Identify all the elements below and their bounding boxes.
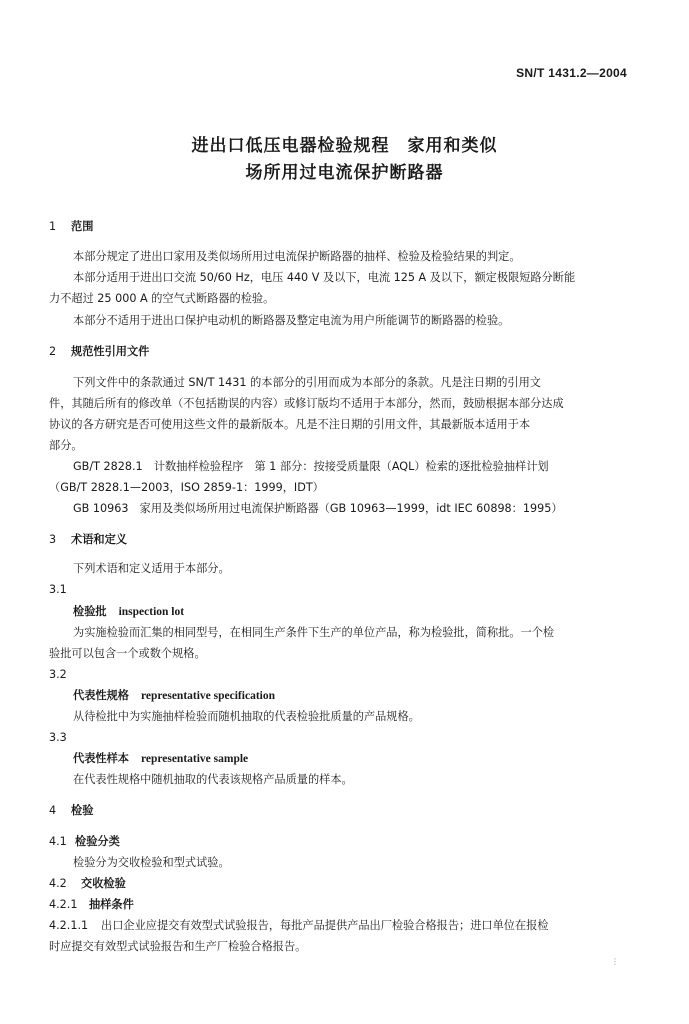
term-number: 3.2 bbox=[49, 668, 67, 681]
scan-mark: ⋮ bbox=[611, 957, 619, 966]
title-part-b: 家用和类似 bbox=[407, 136, 498, 156]
section-title: 术语和定义 bbox=[71, 533, 127, 546]
term-entry bbox=[73, 604, 184, 620]
term-chinese: 检验批 bbox=[73, 605, 107, 618]
section-heading-2 bbox=[49, 344, 149, 360]
paragraph-continuation: 件，其随后所有的修改单（不包括勘误的内容）或修订版均不适用于本部分，然而，鼓励根据本部分达成 bbox=[49, 397, 564, 410]
section-heading-4 bbox=[49, 803, 93, 819]
term-number: 3.3 bbox=[49, 731, 67, 744]
normative-reference: GB 10963 家用及类似场所用过电流保护断路器（GB 10963—1999，idt IEC 60898：1995） bbox=[73, 502, 563, 515]
normative-reference: GB/T 2828.1 计数抽样检验程序 第 1 部分：按接受质量限（AQL）检索的逐批检验抽样计划 bbox=[73, 460, 549, 473]
paragraph: 本部分不适用于进出口保护电动机的断路器及整定电流为用户所能调节的断路器的检验。 bbox=[73, 314, 510, 327]
section-title: 规范性引用文件 bbox=[71, 345, 150, 358]
clause-continuation: 时应提交有效型式试验报告和生产厂检验合格报告。 bbox=[49, 940, 307, 953]
section-number: 4 bbox=[49, 804, 57, 817]
term-english: representative specification bbox=[140, 690, 275, 702]
subsection-number: 4.2.1 bbox=[49, 898, 78, 911]
paragraph: 下列术语和定义适用于本部分。 bbox=[73, 562, 230, 575]
clause-text: 出口企业应提交有效型式试验报告，每批产品提供产品出厂检验合格报告；进口单位在报检 bbox=[101, 919, 549, 932]
subsection-title: 交收检验 bbox=[81, 877, 126, 890]
document-title-line-1 bbox=[0, 131, 689, 156]
term-entry bbox=[73, 688, 275, 704]
section-title: 检验 bbox=[71, 804, 94, 817]
subsection-number: 4.2 bbox=[49, 877, 67, 890]
title-part-a: 进出口低压电器检验规程 bbox=[191, 136, 390, 156]
section-number: 1 bbox=[49, 220, 57, 233]
document-title-line-2: 场所用过电流保护断路器 bbox=[245, 163, 444, 183]
section-number: 3 bbox=[49, 533, 57, 546]
paragraph-continuation: 部分。 bbox=[49, 439, 83, 452]
clause-number: 4.2.1.1 bbox=[49, 919, 89, 932]
section-title: 范围 bbox=[71, 220, 94, 233]
term-english: representative sample bbox=[140, 753, 249, 765]
section-heading-3 bbox=[49, 532, 127, 548]
term-chinese: 代表性规格 bbox=[73, 689, 129, 702]
term-definition: 为实施检验而汇集的相同型号，在相同生产条件下生产的单位产品，称为检验批，简称批。一个检 bbox=[73, 626, 555, 639]
term-definition: 在代表性规格中随机抽取的代表该规格产品质量的样本。 bbox=[73, 773, 353, 786]
subsection-number: 4.1 bbox=[49, 835, 67, 848]
paragraph-continuation: 力不超过 25 000 A 的空气式断路器的检验。 bbox=[49, 292, 275, 305]
term-entry bbox=[73, 751, 248, 767]
paragraph: 检验分为交收检验和型式试验。 bbox=[73, 856, 230, 869]
term-definition: 从待检批中为实施抽样检验而随机抽取的代表检验批质量的产品规格。 bbox=[73, 710, 420, 723]
term-definition-continuation: 验批可以包含一个或数个规格。 bbox=[49, 647, 206, 660]
paragraph: 下列文件中的条款通过 SN/T 1431 的本部分的引用而成为本部分的条款。凡是注日期的引用文 bbox=[73, 376, 541, 389]
term-number: 3.1 bbox=[49, 583, 67, 596]
normative-reference-continuation: （GB/T 2828.1—2003，ISO 2859-1：1999，IDT） bbox=[49, 481, 324, 494]
paragraph: 本部分规定了进出口家用及类似场所用过电流保护断路器的抽样、检验及检验结果的判定。 bbox=[73, 250, 521, 263]
section-number: 2 bbox=[49, 345, 57, 358]
paragraph-continuation: 协议的各方研究是否可使用这些文件的最新版本。凡是不注日期的引用文件，其最新版本适用于本 bbox=[49, 418, 531, 431]
subsection-heading-4-2 bbox=[49, 876, 126, 892]
subsection-title: 检验分类 bbox=[75, 835, 120, 848]
term-chinese: 代表性样本 bbox=[73, 752, 129, 765]
standard-code: SN/T 1431.2—2004 bbox=[516, 66, 627, 80]
section-heading-1 bbox=[49, 219, 93, 235]
subsection-heading-4-1 bbox=[49, 834, 120, 850]
subsection-title: 抽样条件 bbox=[89, 898, 134, 911]
term-english: inspection lot bbox=[118, 606, 185, 618]
paragraph: 本部分适用于进出口交流 50/60 Hz，电压 440 V 及以下，电流 125 A 及以下，额定极限短路分断能 bbox=[73, 271, 576, 284]
subsection-heading-4-2-1 bbox=[49, 897, 134, 913]
clause-4-2-1-1 bbox=[49, 918, 549, 934]
